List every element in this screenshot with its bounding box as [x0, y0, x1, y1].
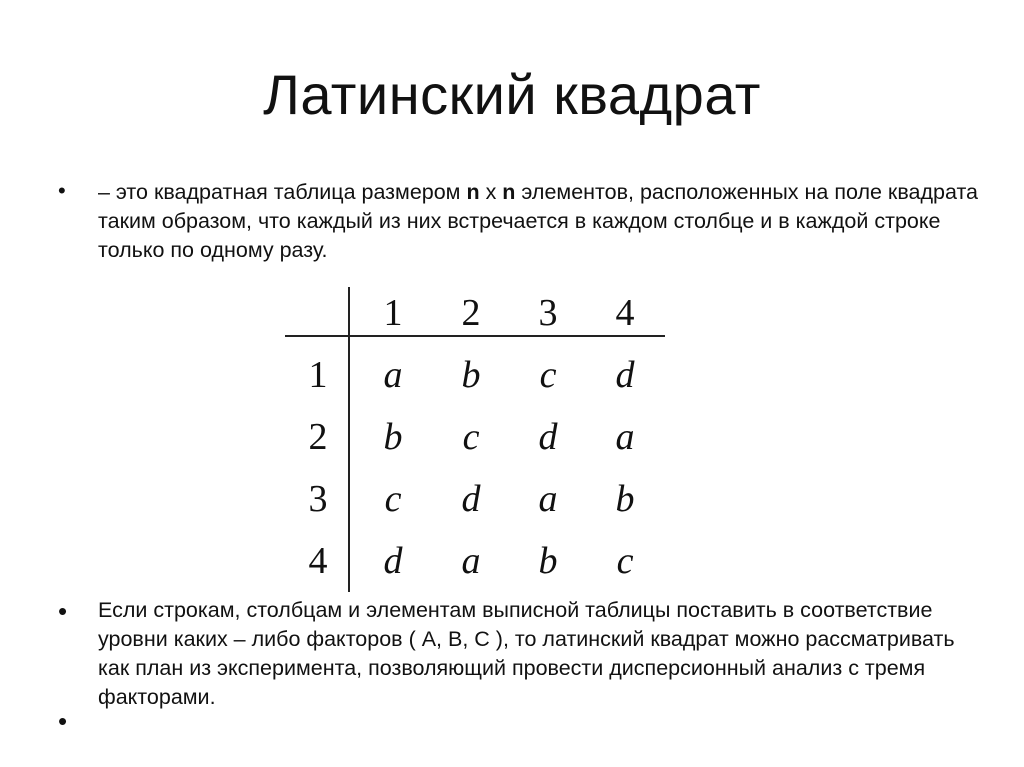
- column-header: 1: [383, 292, 403, 334]
- column-header: 4: [615, 292, 635, 334]
- table-cell: d: [461, 478, 481, 520]
- definition-text-end: элементов, расположенных на поле квадрата таким образом, что каждый из них встречается в каждом столбце и в каждой строке только по одному разу.: [98, 180, 979, 262]
- table-cell: a: [383, 354, 403, 396]
- bullet-marker: •: [58, 596, 68, 626]
- column-header: 2: [461, 292, 481, 334]
- definition-text: [98, 178, 978, 265]
- explanation-text: Если строкам, столбцам и элементам выписной таблицы поставить в соответствие уровни каких – либо факторов ( A, B, C ), то латинский квадрат можно рассматривать как план из эксперимента, позволяющий провести дисперсионный анализ с тремя факторами.: [98, 598, 955, 709]
- table-cell: a: [615, 416, 635, 458]
- times-symbol: x: [479, 180, 503, 204]
- table-cell: d: [615, 354, 635, 396]
- table-cell: a: [461, 540, 481, 582]
- table-cell: c: [616, 540, 634, 582]
- row-header: 1: [308, 354, 328, 396]
- bullet-marker: •: [58, 706, 68, 736]
- slide-title: Латинский квадрат: [263, 63, 761, 126]
- table-cell: b: [538, 540, 558, 582]
- bullet-marker: •: [58, 178, 66, 203]
- table-cell: a: [538, 478, 558, 520]
- table-horizontal-rule: [285, 335, 665, 337]
- table-cell: d: [538, 416, 558, 458]
- row-header: 2: [308, 416, 328, 458]
- table-cell: b: [615, 478, 635, 520]
- latin-square-table: [285, 287, 670, 592]
- table-cell: c: [462, 416, 480, 458]
- table-cell: d: [383, 540, 403, 582]
- definition-text-start: – это квадратная таблица размером: [98, 180, 467, 204]
- table-cell: b: [383, 416, 403, 458]
- n-symbol: n: [466, 180, 480, 204]
- column-header: 3: [538, 292, 558, 334]
- row-header: 4: [308, 540, 328, 582]
- table-cell: c: [384, 478, 402, 520]
- table-cell: c: [539, 354, 557, 396]
- table-cell: b: [461, 354, 481, 396]
- n-symbol: n: [502, 180, 516, 204]
- row-header: 3: [308, 478, 328, 520]
